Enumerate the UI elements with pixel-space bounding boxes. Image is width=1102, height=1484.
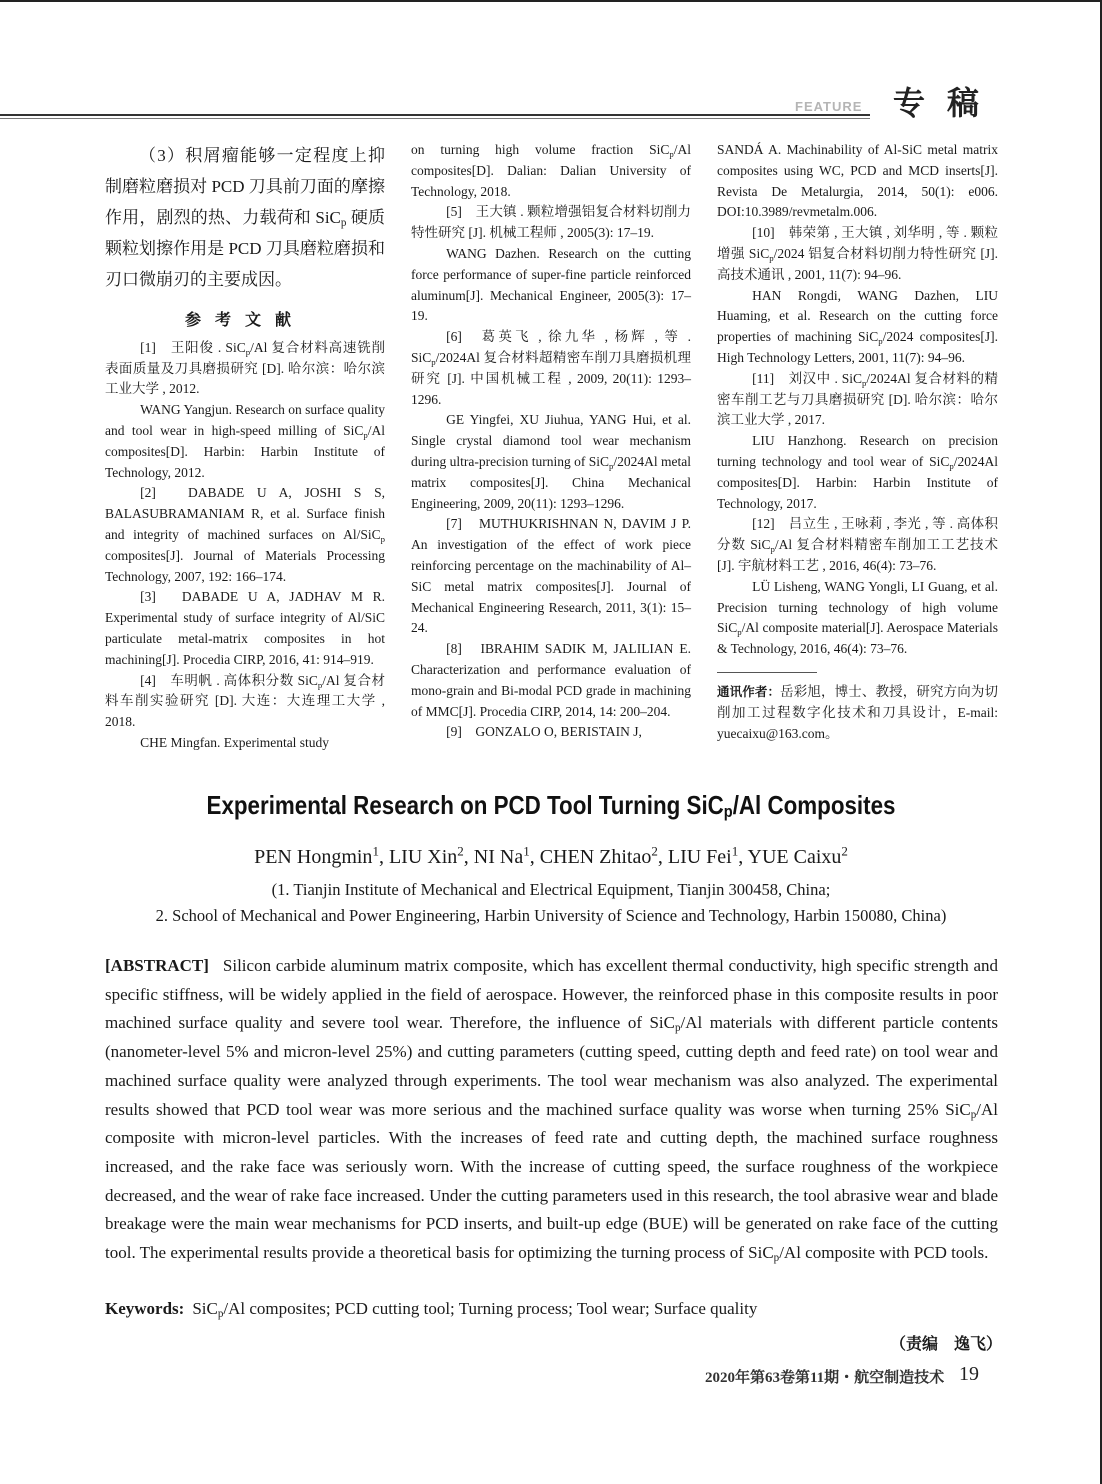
journal-footer: 2020年第63卷第11期・航空制造技术: [705, 1370, 945, 1386]
affiliation-1: (1. Tianjin Institute of Mechanical and Electrical Equipment, Tianjin 300458, China;: [271, 880, 831, 899]
abstract: [ABSTRACT] Silicon carbide aluminum matrix composite, which has excellent thermal conductivity, high specific strength and specific stiffness, will be widely applied in the field of aerospace. However, the reinforced phase in this composite results in poor machined surface quality and severe tool wear. Therefore, the influence of SiC$_p$/Al materials with different particle contents (nanometer-level 5% and micron-level 25%) and cutting parameters (cutting speed, cutting depth and feed rate) on tool wear and machined surface quality were analyzed through experiments. The tool wear mechanism was also analyzed. The experimental results showed that PCD tool wear was more serious and the machined surface quality was worse when turning 25% SiC$_p$/Al composite with micron-level particles. With the increases of feed rate and cutting depth, the machined surface roughness increased, and the rake face was seriously worn. With the increase of cutting speed, the surface roughness of the workpiece decreased, and the wear of rake face increased. Under the cutting parameters used in this research, the tool abrasive wear and blade breakage were the main wear mechanisms for PCD inserts, and built-up edge (BUE) will be generated on rake face of the cutting tool. The experimental results provide a theoretical basis for optimizing the turning process of SiC$_p$/Al composite with PCD tools.: [105, 956, 998, 1265]
reference-11-en: LIU Hanzhong. Research on precision turning technology and tool wear of SiC$_p$/2024Al composites[D]. Harbin: Harbin Institute of Technology, 2017.: [717, 433, 998, 511]
affiliation-2: 2. School of Mechanical and Power Engineering, Harbin University of Science and Technology, Harbin 150080, China): [155, 906, 947, 925]
reference-4-en-cont: on turning high volume fraction SiC$_p$/Al composites[D]. Dalian: Dalian University of Technology, 2018.: [411, 142, 691, 199]
reference-list: [105, 338, 385, 754]
reference-11-cn: [11] 刘汉中 . SiC$_p$/2024Al 复合材料的精密车削工艺与刀具磨损研究 [D]. 哈尔滨：哈尔滨工业大学 , 2017.: [717, 370, 998, 428]
english-title: Experimental Research on PCD Tool Turning SiC$_p$/Al Composites: [206, 790, 896, 821]
column-3: [717, 140, 998, 744]
reference-5-cn: [5] 王大镇 . 颗粒增强铝复合材料切削力特性研究 [J]. 机械工程师 , 2005(3): 17–19.: [411, 204, 691, 241]
reference-list-3: [717, 140, 998, 660]
reference-1-en: WANG Yangjun. Research on surface quality and tool wear in high-speed milling of SiC$_p$/Al composites[D]. Harbin: Harbin Institute of Technology, 2012.: [105, 402, 385, 480]
reference-4-cn: [4] 车明帆 . 高体积分数 SiC$_p$/Al 复合材料车削实验研究 [D]. 大连：大连理工大学 , 2018.: [105, 672, 385, 730]
abstract-label: [ABSTRACT]: [105, 956, 209, 975]
author: NI Na: [473, 846, 524, 868]
column-title: 专稿: [893, 85, 1002, 121]
author: YUE Caixu: [747, 846, 842, 868]
note-divider: [717, 672, 817, 673]
reference-6-en: GE Yingfei, XU Jiuhua, YANG Hui, et al. Single crystal diamond tool wear mechanism during ultra-precision turning of SiC$_p$/2024Al metal matrix composites[J]. China Mechanical Engineering, 2009, 20(11): 1293–1296.: [411, 412, 691, 511]
reference-7: [7] MUTHUKRISHNAN N, DAVIM J P. An investigation of the effect of work piece reinforcing percentage on the machinability of Al–SiC metal matrix composites[J]. Journal of Mechanical Engineering Research, 2011, 3(1): 15–24.: [411, 516, 691, 636]
reference-10-en: HAN Rongdi, WANG Dazhen, LIU Huaming, et al. Research on the cutting force properties of machining SiC$_p$/2024 composites[J]. High Technology Letters, 2001, 11(7): 94–96.: [717, 287, 998, 365]
reference-3: [3] DABADE U A, JADHAV M R. Experimental study of surface integrity of Al/SiC particulate metal-matrix composites in hot machining[J]. Procedia CIRP, 2016, 41: 914–919.: [105, 589, 385, 667]
reference-4-en-start: CHE Mingfan. Experimental study: [140, 734, 330, 750]
author: PEN Hongmin: [254, 846, 373, 868]
reference-2: [2] DABADE U A, JOSHI S S, BALASUBRAMANIAM R, et al. Surface finish and integrity of machined surfaces on Al/SiC$_p$ composites[J]. Journal of Materials Processing Technology, 2007, 192: 166–174.: [105, 485, 385, 584]
reference-8: [8] IBRAHIM SADIK M, JALILIAN E. Characterization and performance evaluation of mono-grain and Bi-modal PCD grade in machining of MMC[J]. Procedia CIRP, 2014, 14: 200–204.: [411, 641, 691, 719]
reference-list-2: [411, 140, 691, 743]
reference-9-cont: SANDÁ A. Machinability of Al-SiC metal matrix composites using WC, PCD and MCD inserts[J]. Revista De Metalurgia, 2014, 50(1): e006. DOI:10.3989/revmetalm.006.: [717, 142, 998, 220]
keywords-label: Keywords:: [105, 1299, 185, 1318]
reference-12-cn: [12] 吕立生 , 王咏莉 , 李光 , 等 . 高体积分数 SiC$_p$/Al 复合材料精密车削加工工艺技术 [J]. 宇航材料工艺 , 2016, 46(4): 73–76.: [717, 516, 998, 573]
reference-10-cn: [10] 韩荣第 , 王大镇 , 刘华明 , 等 . 颗粒增强 SiC$_p$/2024 铝复合材料切削力特性研究 [J]. 高技术通讯 , 2001, 11(7): 94–96.: [717, 225, 998, 282]
reference-12-en: LÜ Lisheng, WANG Yongli, LI Guang, et al. Precision turning technology of high volume SiC$_p$/Al composite material[J]. Aerospace Materials & Technology, 2016, 46(4): 73–76.: [717, 578, 998, 657]
reference-1-cn: [1] 王阳俊 . SiC$_p$/Al 复合材料高速铣削表面质量及刀具磨损研究 [D]. 哈尔滨：哈尔滨工业大学 , 2012.: [105, 339, 385, 397]
author: LIU Fei: [667, 846, 732, 868]
reference-9-start: [9] GONZALO O, BERISTAIN J,: [446, 724, 642, 740]
page-number: 19: [959, 1363, 979, 1385]
author-list: PEN Hongmin$^1$, LIU Xin$^2$, NI Na$^1$, CHEN Zhitao$^2$, LIU Fei$^1$, YUE Caixu$^2$: [254, 843, 848, 868]
editor-note: （责编 逸飞）: [889, 1336, 1002, 1353]
header-rule: [0, 114, 870, 116]
references-title: 参考文献: [184, 312, 305, 329]
corresponding-author-note: 通讯作者：岳彩旭，博士、教授，研究方向为切削加工过程数字化技术和刀具设计，E-mail: yuecaixu@163.com。: [717, 683, 998, 741]
reference-5-en: WANG Dazhen. Research on the cutting force performance of super-fine particle reinforced aluminum[J]. Mechanical Engineer, 2005(3): 17–19.: [411, 245, 691, 324]
header-rule-thin: [0, 118, 870, 119]
keywords: Keywords: SiC$_p$/Al composites; PCD cutting tool; Turning process; Tool wear; Surface quality: [105, 1299, 758, 1320]
conclusion-paragraph: （3）积屑瘤能够一定程度上抑制磨粒磨损对 PCD 刀具前刀面的摩擦作用，剧烈的热、力载荷和 SiC$_p$ 硬质颗粒划擦作用是 PCD 刀具磨粒磨损和刃口微崩刃的主要成因。: [105, 146, 385, 289]
reference-6-cn: [6] 葛英飞 , 徐九华 , 杨辉 , 等 . SiC$_p$/2024Al 复合材料超精密车削刀具磨损机理研究 [J]. 中国机械工程 , 2009, 20(11): 1293–1296.: [411, 329, 691, 407]
page-top-border: [0, 0, 1102, 2]
author: LIU Xin: [388, 846, 458, 868]
author: CHEN Zhitao: [539, 846, 652, 868]
column-2: [411, 140, 691, 743]
column-1: [105, 140, 385, 754]
feature-label: FEATURE: [795, 99, 863, 114]
